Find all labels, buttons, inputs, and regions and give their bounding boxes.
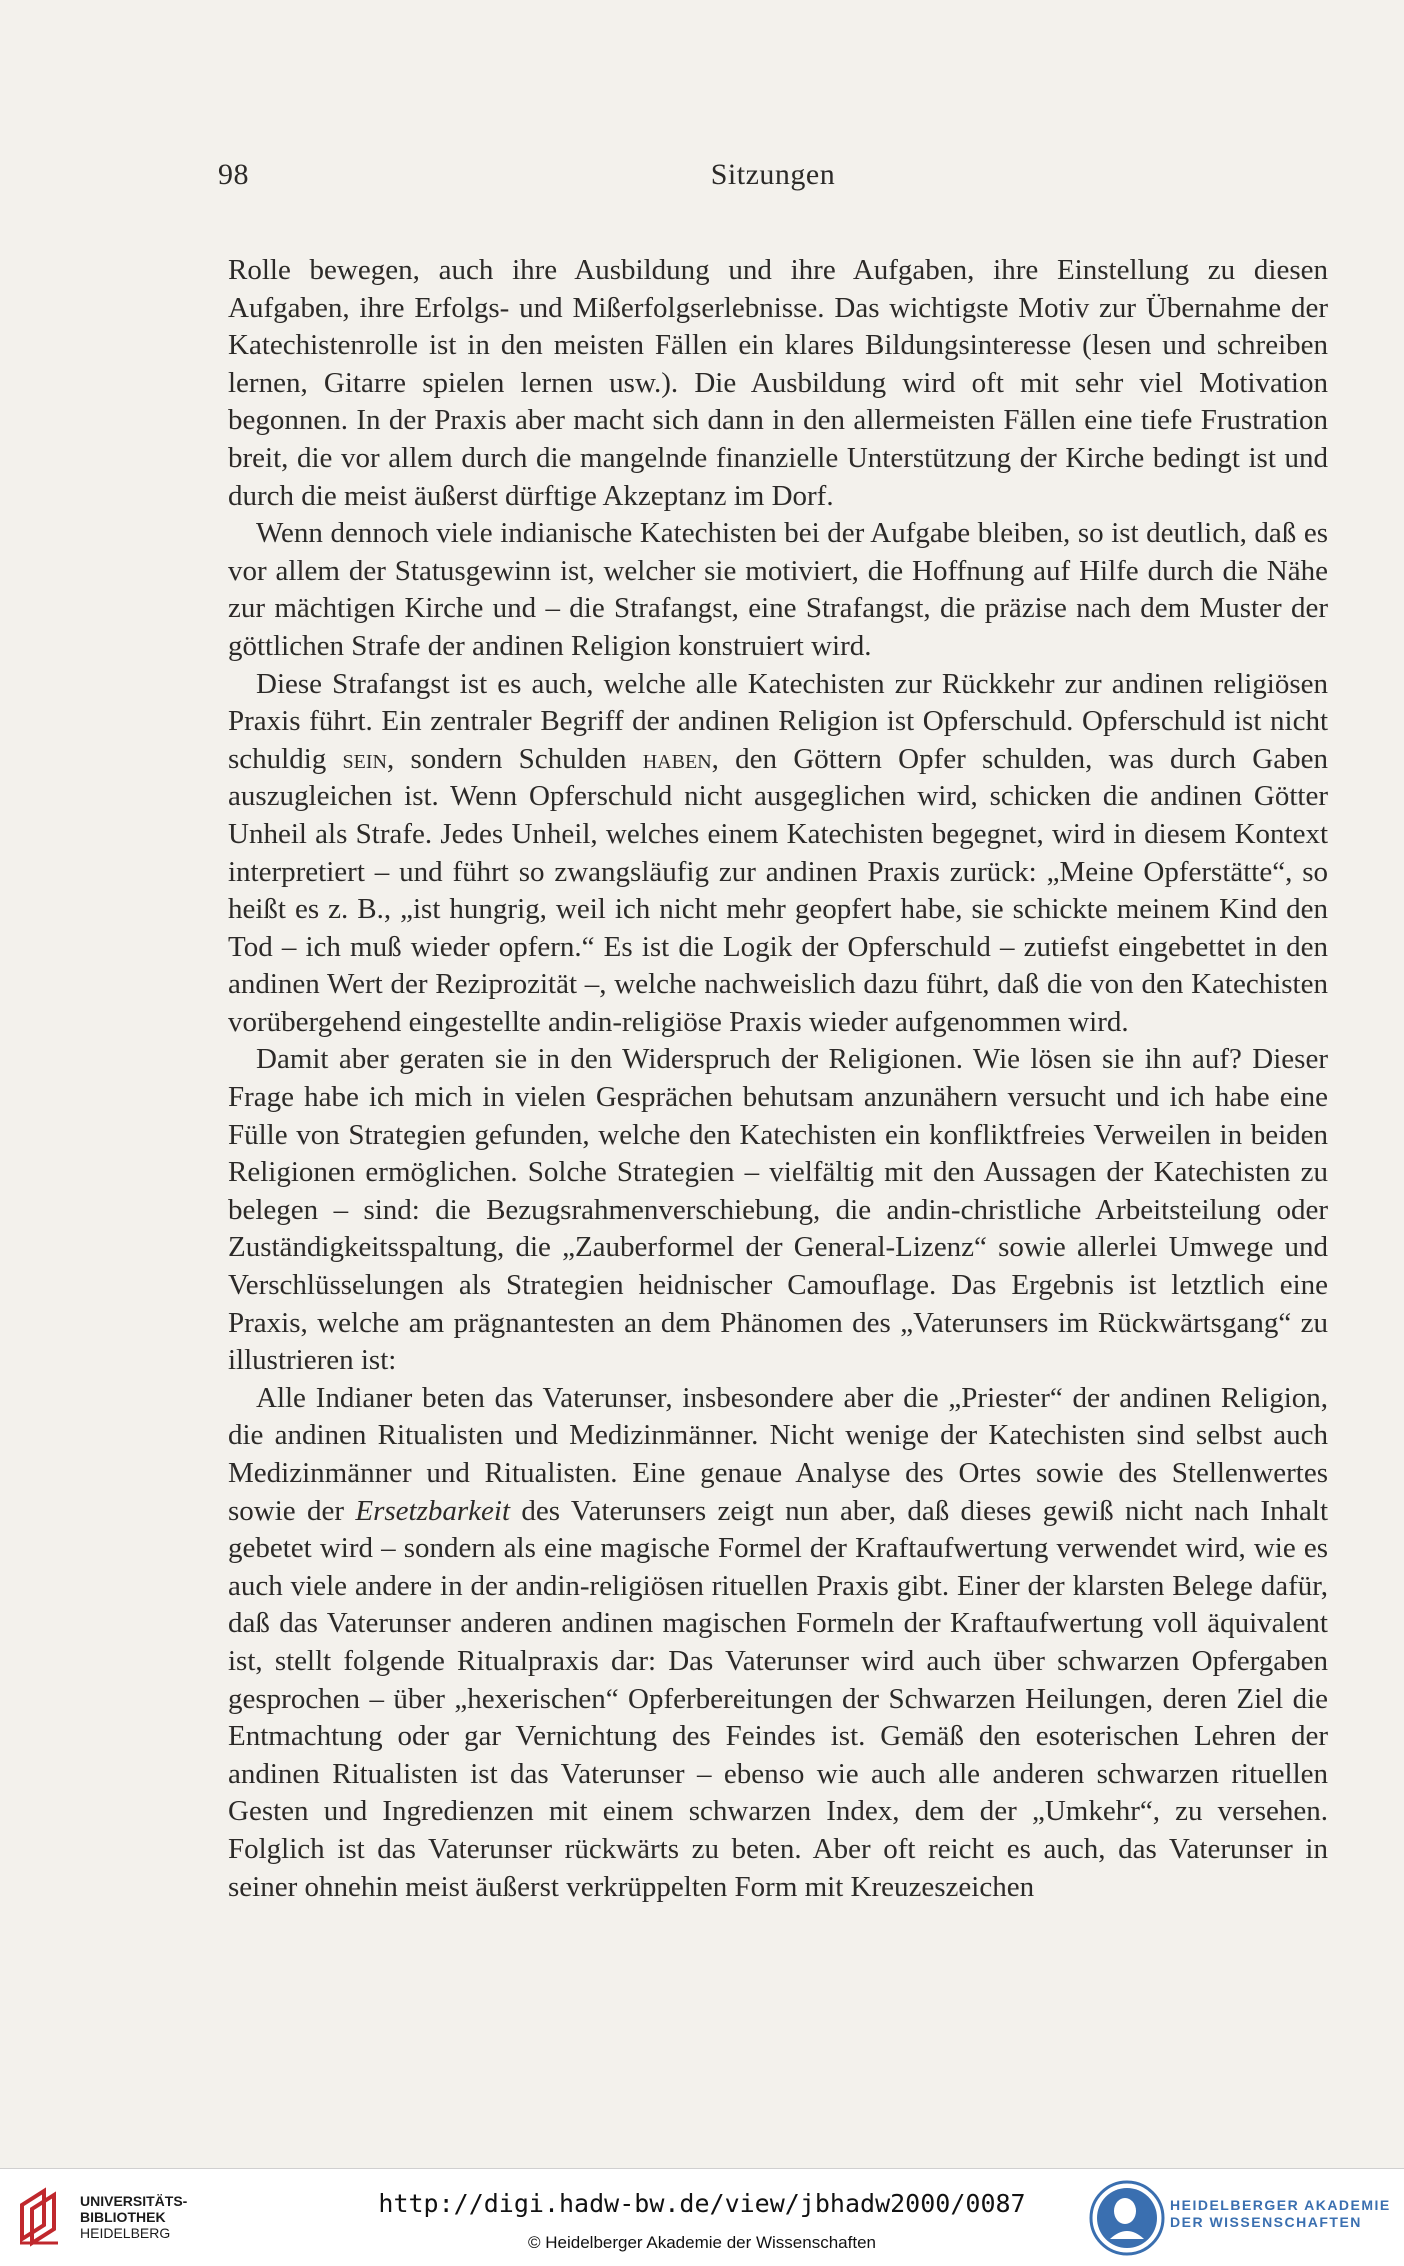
paragraph-3-text-a: Diese Strafangst ist es auch, welche alle Katechisten zur Rückkehr zur andinen religiösen Praxis führt. Ein zentraler Begriff der andinen Religion ist Opferschuld. Opferschuld ist nicht schuldig: [228, 667, 1328, 775]
paragraph-4: Damit aber geraten sie in den Widerspruch der Religionen. Wie lösen sie ihn auf? Dieser Frage habe ich mich in vielen Gesprächen behutsam anzunähern versucht und ich habe eine Fülle von Strategien gefunden, welche den Katechisten ein konfliktfreies Verweilen in beiden Religionen ermöglichen. Solche Strategien – vielfältig mit den Aussagen der Katechisten zu belegen – sind: die Bezugsrahmenverschiebung, die andin-christliche Arbeitsteilung oder Zuständigkeitsspaltung, die „Zauberformel der General-Lizenz“ sowie allerlei Umwege und Verschlüsselungen als Strategien heidnischer Camouflage. Das Ergebnis ist letztlich eine Praxis, welche am prägnantesten an dem Phänomen des „Vaterunsers im Rückwärtsgang“ zu illustrieren ist:: [228, 1043, 1328, 1377]
paragraph-3-text-b: , sondern Schulden: [387, 742, 643, 775]
page-number: 98: [218, 158, 249, 191]
ub-line-1: UNIVERSITÄTS-: [80, 2193, 188, 2209]
academy-name: [1170, 2197, 1391, 2231]
page-header: [218, 158, 1328, 198]
document-url-link[interactable]: http://digi.hadw-bw.de/view/jbhadw2000/0087: [378, 2189, 1026, 2218]
paragraph-2: Wenn dennoch viele indianische Katechisten bei der Aufgabe bleiben, so ist deutlich, daß es vor allem der Statusgewinn ist, welcher sie motiviert, die Hoffnung auf Hilfe durch die Nähe zur mächtigen Kirche und – die Strafangst, eine Strafangst, die präzise nach dem Muster der göttlichen Strafe der andinen Religion konstruiert wird.: [228, 517, 1328, 662]
paragraph-5-text-b: des Vaterunsers zeigt nun aber, daß dieses gewiß nicht nach Inhalt gebetet wird – sondern als eine magische Formel der Kraftaufwertung verwendet wird, wie es auch viele andere in der andin-religiösen rituellen Praxis gibt. Einer der klarsten Belege dafür, daß das Vaterunser anderen andinen magischen Formeln der Kraftaufwertung voll äquivalent ist, stellt folgende Ritualpraxis dar: Das Vaterunser wird auch über schwarzen Opfergaben gesprochen – über „hexerischen“ Opferbereitungen der Schwarzen Heilungen, deren Ziel die Entmachtung oder gar Vernichtung des Feindes ist. Gemäß den esoterischen Lehren der andinen Ritualisten ist das Vaterunser – ebenso wie auch alle anderen schwarzen rituellen Gesten und Ingredienzen mit einem schwarzen Index, dem der „Umkehr“, zu versehen. Folglich ist das Vaterunser rückwärts zu beten. Aber oft reicht es auch, das Vaterunser in seiner ohnehin meist äußerst verkrüppelten Form mit Kreuzeszeichen: [228, 1494, 1328, 1903]
paragraph-3-text-c: , den Göttern Opfer schulden, was durch Gaben auszugleichen ist. Wenn Opferschuld nicht ausgeglichen wird, schicken die andinen Götter Unheil als Strafe. Jedes Unheil, welches einem Katechisten begegnet, wird in diesem Kontext interpretiert – und führt so zwangsläufig zur andinen Praxis zurück: „Meine Opferstätte“, so heißt es z. B., „ist hungrig, weil ich nicht mehr geopfert habe, sie schickte meinem Kind den Tod – ich muß wieder opfern.“ Es ist die Logik der Opferschuld – zutiefst eingebettet in den andinen Wert der Reziprozität –, welche nachweislich dazu führt, daß die von den Katechisten vorübergehend eingestellte andin-religiöse Praxis wieder aufgenommen wird.: [228, 742, 1328, 1038]
hadw-line-1: HEIDELBERGER AKADEMIE: [1170, 2197, 1391, 2213]
body-text: [228, 252, 1328, 1906]
paragraph-5: [228, 1380, 1328, 1906]
small-caps-sein: sein: [342, 742, 387, 775]
ub-line-3: HEIDELBERG: [80, 2225, 171, 2241]
paragraph-1: Rolle bewegen, auch ihre Ausbildung und ihre Aufgaben, ihre Einstellung zu diesen Aufgaben, ihre Erfolgs- und Mißerfolgserlebnisse. Das wichtigste Motiv zur Übernahme der Katechistenrolle ist in den meisten Fällen ein klares Bildungsinteresse (lesen und schreiben lernen, Gitarre spielen lernen usw.). Die Ausbildung wird oft mit sehr viel Motivation begonnen. In der Praxis aber macht sich dann in den allermeisten Fällen eine tiefe Frustration breit, die vor allem durch die mangelnde finanzielle Unterstützung der Kirche bedingt ist und durch die meist äußerst dürftige Akzeptanz im Dorf.: [228, 254, 1328, 512]
small-caps-haben: haben: [642, 742, 712, 775]
paragraph-3: [228, 666, 1328, 1042]
hadw-line-2: DER WISSENSCHAFTEN: [1170, 2214, 1362, 2230]
running-head: Sitzungen: [710, 158, 836, 191]
italic-ersetzbarkeit: Ersetzbarkeit: [355, 1494, 511, 1527]
academy-seal-icon: [1088, 2179, 1166, 2257]
paragraph-5-text-a: Alle Indianer beten das Vaterunser, insbesondere aber die „Priester“ der andinen Religion, die andinen Ritualisten und Medizinmänner. Nicht wenige der Katechisten sind selbst auch Medizinmänner und Ritualisten. Eine genaue Analyse des Ortes sowie des Stellenwertes sowie der: [228, 1381, 1328, 1527]
ub-line-2: BIBLIOTHEK: [80, 2209, 166, 2225]
copyright-notice: © Heidelberger Akademie der Wissenschaften: [528, 2233, 876, 2252]
footer-bar: [0, 2168, 1404, 2266]
